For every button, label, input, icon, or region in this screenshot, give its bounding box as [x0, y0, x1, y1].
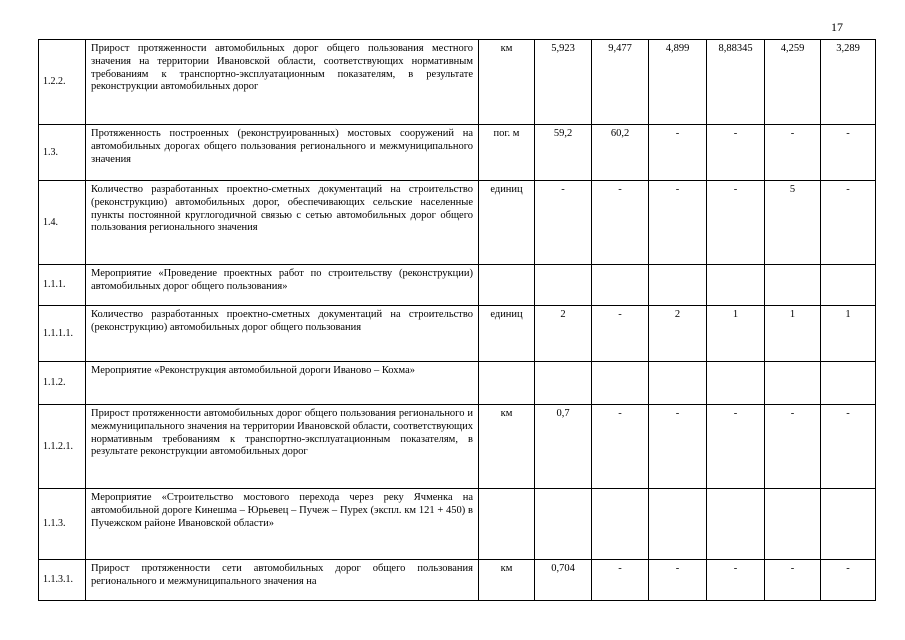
row-value [592, 489, 649, 560]
row-value: - [821, 560, 876, 601]
row-value: 9,477 [592, 40, 649, 125]
table-row [39, 489, 876, 560]
row-code: 1.4. [39, 181, 86, 265]
row-unit: пог. м [479, 125, 535, 181]
row-value [649, 362, 707, 405]
row-description: Прирост протяженности автомобильных дорог общего пользования местного значения на территории Ивановской области, соответствующих нормативным требованиям к транспортно-эксплуатационным показателям, в результате реконструкции автомобильных дорог [86, 40, 479, 125]
row-value: 3,289 [821, 40, 876, 125]
row-unit: км [479, 560, 535, 601]
row-value [649, 265, 707, 306]
row-description: Прирост протяженности сети автомобильных дорог общего пользования регионального и межмуниципального значения на [86, 560, 479, 601]
row-value [765, 265, 821, 306]
row-value: - [592, 181, 649, 265]
table-row [39, 265, 876, 306]
row-value: - [649, 560, 707, 601]
row-value: - [649, 181, 707, 265]
table-body [39, 40, 876, 601]
row-value [821, 489, 876, 560]
row-value: 1 [707, 306, 765, 362]
row-value: 2 [535, 306, 592, 362]
table-row [39, 181, 876, 265]
row-description: Количество разработанных проектно-сметных документаций на строительство (реконструкцию) автомобильных дорог, обеспечивающих сельские населенные пункты постоянной круглогодичной связью с сетью автомобильных дорог общего пользования регионального значения [86, 181, 479, 265]
row-value [765, 362, 821, 405]
row-code: 1.1.3. [39, 489, 86, 560]
row-value: - [649, 405, 707, 489]
row-unit [479, 489, 535, 560]
row-value: 5,923 [535, 40, 592, 125]
table-row [39, 125, 876, 181]
row-value [535, 265, 592, 306]
row-code: 1.3. [39, 125, 86, 181]
row-value: - [707, 181, 765, 265]
row-value: 59,2 [535, 125, 592, 181]
row-value: - [592, 405, 649, 489]
row-value: - [765, 125, 821, 181]
row-code: 1.1.1.1. [39, 306, 86, 362]
row-description: Прирост протяженности автомобильных дорог общего пользования регионального и межмуниципального значения на территории Ивановской области, соответствующих нормативным требованиям к транспортно-эксплуатационным показателям, в результате реконструкции автомобильных дорог [86, 405, 479, 489]
table-row [39, 362, 876, 405]
row-unit [479, 362, 535, 405]
row-code: 1.1.1. [39, 265, 86, 306]
row-value: - [765, 560, 821, 601]
row-value [592, 362, 649, 405]
row-value: - [592, 306, 649, 362]
row-value: - [821, 181, 876, 265]
row-code: 1.1.2.1. [39, 405, 86, 489]
row-unit [479, 265, 535, 306]
page-number: 17 [831, 20, 843, 34]
row-value: - [707, 560, 765, 601]
row-value: 0,704 [535, 560, 592, 601]
row-unit: единиц [479, 181, 535, 265]
row-unit: км [479, 405, 535, 489]
row-value: - [707, 125, 765, 181]
row-unit: км [479, 40, 535, 125]
row-code: 1.2.2. [39, 40, 86, 125]
row-description: Мероприятие «Реконструкция автомобильной дороги Иваново – Кохма» [86, 362, 479, 405]
row-value: - [649, 125, 707, 181]
row-code: 1.1.3.1. [39, 560, 86, 601]
row-value [535, 362, 592, 405]
row-value: 2 [649, 306, 707, 362]
table-row [39, 560, 876, 601]
table-row [39, 405, 876, 489]
row-value [592, 265, 649, 306]
row-value [707, 489, 765, 560]
row-description: Мероприятие «Проведение проектных работ по строительству (реконструкции) автомобильных дорог общего пользования» [86, 265, 479, 306]
row-description: Протяженность построенных (реконструированных) мостовых сооружений на автомобильных дорогах общего пользования регионального и межмуниципального значения [86, 125, 479, 181]
row-value [765, 489, 821, 560]
row-value [649, 489, 707, 560]
row-value: 5 [765, 181, 821, 265]
row-value: - [821, 405, 876, 489]
row-value: - [765, 405, 821, 489]
indicators-table [38, 39, 876, 601]
row-value: - [707, 405, 765, 489]
row-value: - [821, 125, 876, 181]
row-value: - [535, 181, 592, 265]
row-value [535, 489, 592, 560]
row-value: 1 [821, 306, 876, 362]
row-value: 1 [765, 306, 821, 362]
row-description: Количество разработанных проектно-сметных документаций на строительство (реконструкцию) автомобильных дорог общего пользования [86, 306, 479, 362]
row-value [821, 265, 876, 306]
row-value: 60,2 [592, 125, 649, 181]
row-value [821, 362, 876, 405]
row-value: 0,7 [535, 405, 592, 489]
table-row [39, 40, 876, 125]
table-row [39, 306, 876, 362]
row-value [707, 362, 765, 405]
row-description: Мероприятие «Строительство мостового перехода через реку Ячменка на автомобильной дороге Кинешма – Юрьевец – Пучеж – Пурех (экспл. км 121 + 450) в Пучежском районе Ивановской области» [86, 489, 479, 560]
row-value: 4,259 [765, 40, 821, 125]
row-value [707, 265, 765, 306]
row-value: - [592, 560, 649, 601]
row-value: 4,899 [649, 40, 707, 125]
row-unit: единиц [479, 306, 535, 362]
row-value: 8,88345 [707, 40, 765, 125]
row-code: 1.1.2. [39, 362, 86, 405]
